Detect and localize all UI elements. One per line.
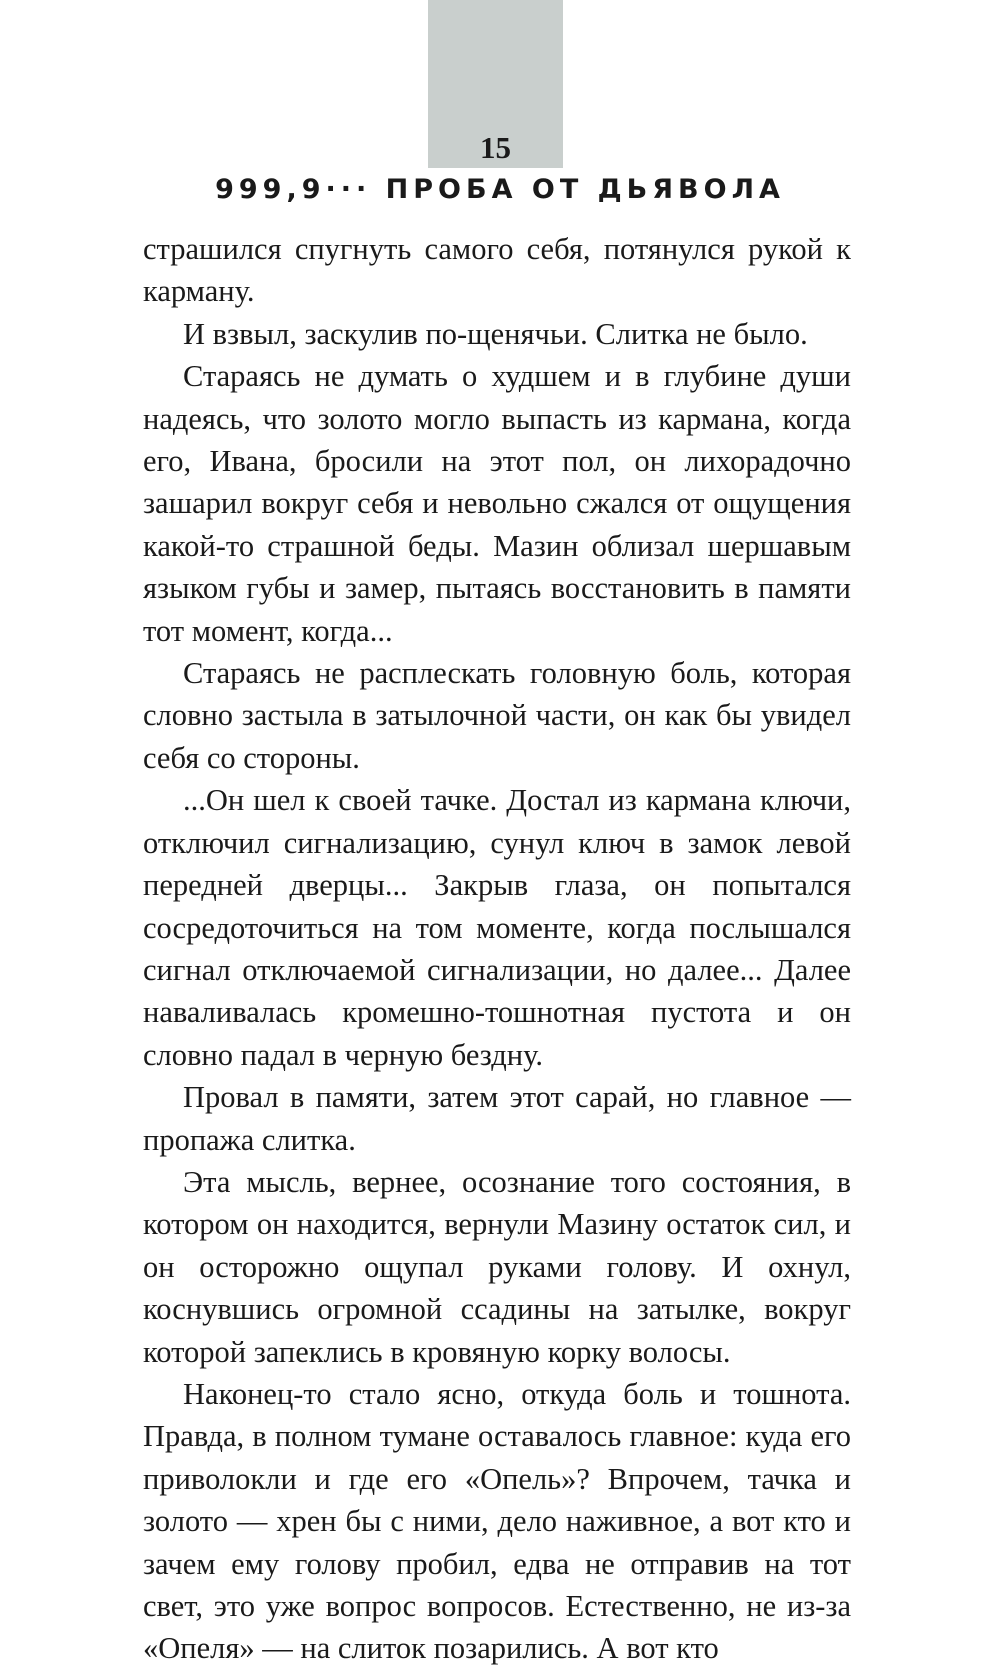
- paragraph: И взвыл, заскулив по-щенячьи. Слитка не было.: [183, 316, 808, 351]
- paragraph: страшился спугнуть самого себя, потянулся рукой к карману.: [143, 232, 851, 309]
- paragraph: Стараясь не думать о худшем и в глубине души надеясь, что золото могло выпасть из кармана, когда его, Ивана, бросили на этот пол, он лихорадочно зашарил вокруг себя и невольно сжался от ощущения какой-то страшной беды. Мазин облизал шершавым языком губы и замер, пытаясь восстановить в памяти тот момент, когда...: [143, 359, 851, 648]
- paragraph: Стараясь не расплескать головную боль, которая словно застыла в затылочной части, он как бы увидел себя со стороны.: [143, 656, 851, 775]
- paragraph: ...Он шел к своей тачке. Достал из кармана ключи, отключил сигнализацию, сунул ключ в замок левой передней дверцы... Закрыв глаза, он попытался сосредоточиться на том моменте, когда послышался сигнал отключаемой сигнализации, но далее... Далее наваливалась кромешно-тошнотная пустота и он словно падал в черную бездну.: [143, 783, 851, 1072]
- paragraph: Эта мысль, вернее, осознание того состояния, в котором он находится, вернули Мазину остаток сил, и он осторожно ощупал руками голову. И охнул, коснувшись огромной ссадины на затылке, вокруг которой запеклись в кровяную корку волосы.: [143, 1164, 851, 1369]
- running-title: 999,9··· ПРОБА ОТ ДЬЯВОЛА: [215, 174, 785, 205]
- paragraph: Наконец-то стало ясно, откуда боль и тошнота. Правда, в полном тумане оставалось главное: куда его приволокли и где его «Опель»? Впрочем, тачка и золото — хрен бы с ними, дело наживное, а вот кто и зачем ему голову пробил, едва не отправив на тот свет, это уже вопрос вопросов. Естественно, не из-за «Опеля» — на слиток позарились. А вот кто: [143, 1376, 851, 1666]
- page-number: 15: [480, 130, 511, 165]
- paragraph: Провал в памяти, затем этот сарай, но главное — пропажа слитка.: [143, 1080, 851, 1157]
- body-text: [143, 228, 851, 1670]
